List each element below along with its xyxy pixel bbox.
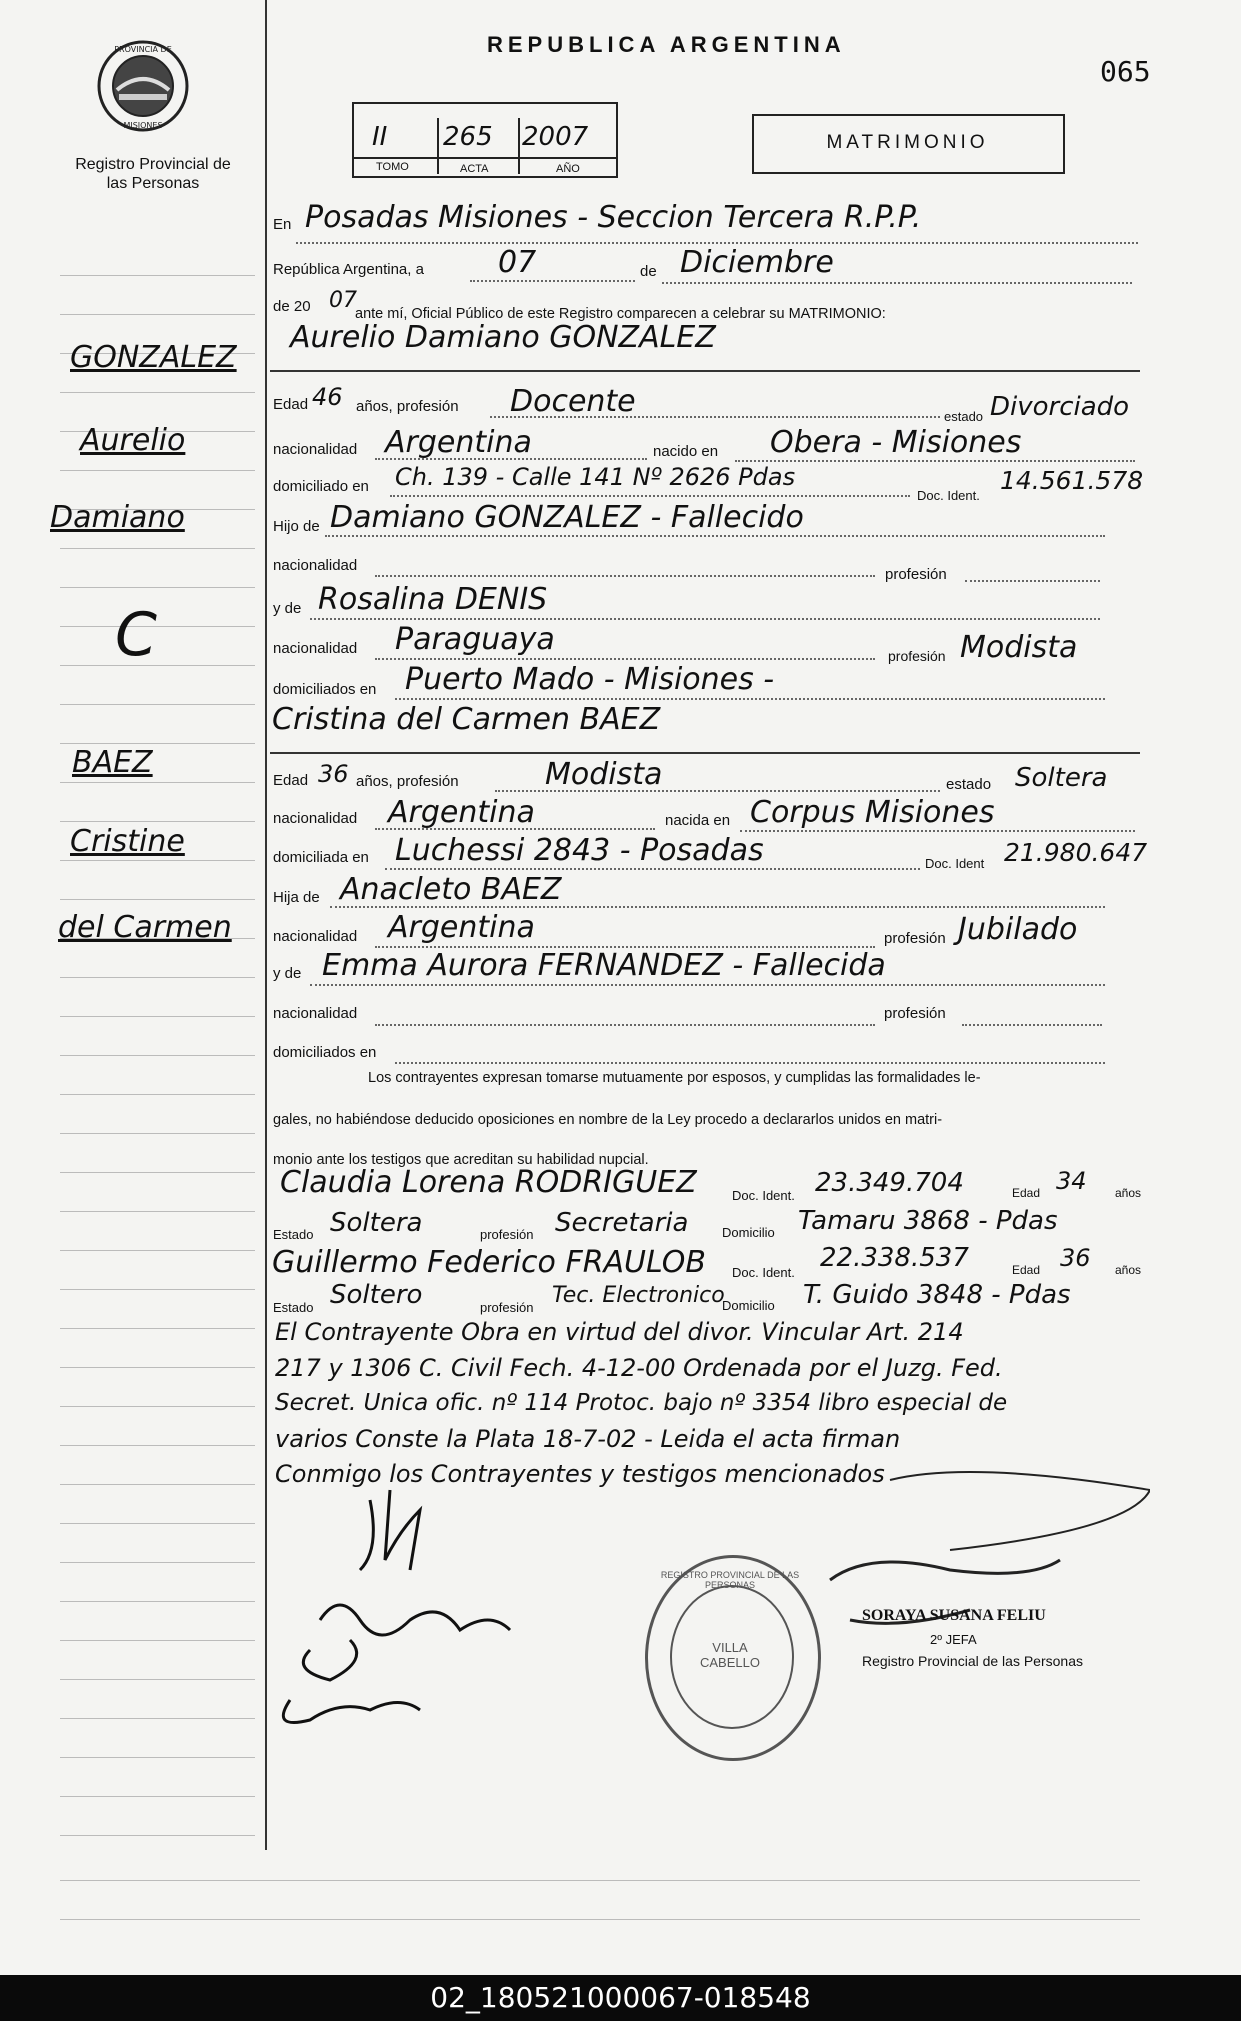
witness2-prof-label: profesión xyxy=(480,1300,534,1315)
official-name: SORAYA SUSANA FELIU xyxy=(862,1607,1046,1624)
place: Posadas Misiones - Seccion Tercera R.P.P. xyxy=(305,200,922,235)
margin-rule xyxy=(60,665,255,666)
bride-domiciliados-label: domiciliados en xyxy=(273,1044,377,1061)
groom-father-nac-label: nacionalidad xyxy=(273,557,358,574)
bride-address: Luchessi 2843 - Posadas xyxy=(395,833,764,868)
margin-rule xyxy=(60,1718,255,1719)
comparecen-text: ante mí, Oficial Público de este Registro comparecen a celebrar su MATRIMONIO: xyxy=(355,306,886,322)
logo-top-text: PROVINCIA DE xyxy=(114,45,172,54)
witness2-profession: Tec. Electronico xyxy=(552,1283,725,1308)
witness1-estado-label: Estado xyxy=(273,1227,314,1242)
bride-father-nac-label: nacionalidad xyxy=(273,928,358,945)
groom-doc: 14.561.578 xyxy=(1000,466,1144,495)
margin-rule xyxy=(60,1757,255,1758)
bride-father-prof-label: profesión xyxy=(884,930,946,947)
bride-name: Cristina del Carmen BAEZ xyxy=(272,702,661,737)
bride-estado-label: estado xyxy=(946,776,992,793)
margin-rule xyxy=(60,1016,255,1017)
bride-nac-label: nacionalidad xyxy=(273,810,358,827)
registry-title: Registro Provincial de las Personas xyxy=(75,156,231,192)
bride-yde-label: y de xyxy=(273,965,302,982)
groom-anos-label: años, profesión xyxy=(356,398,459,415)
bride-birthplace: Corpus Misiones xyxy=(750,795,995,830)
witness2-anos-label: años xyxy=(1115,1263,1142,1277)
groom-mother-prof: Modista xyxy=(960,630,1078,665)
bride-father-prof: Jubilado xyxy=(958,912,1078,947)
margin-rule xyxy=(60,1484,255,1485)
seal-center-text: VILLA CABELLO xyxy=(700,1640,760,1670)
groom-father: Damiano GONZALEZ - Fallecido xyxy=(330,500,804,535)
margin-rule xyxy=(60,1328,255,1329)
bride-profession: Modista xyxy=(545,757,663,792)
margin-surname-2: BAEZ xyxy=(72,745,153,780)
statement-line-1: Los contrayentes expresan tomarse mutuamente por esposos, y cumplidas las formalidades le- xyxy=(368,1070,981,1086)
margin-rule xyxy=(60,392,255,393)
margin-rule xyxy=(60,1055,255,1056)
groom-yde-label: y de xyxy=(273,600,302,617)
margin-rule xyxy=(60,626,255,627)
margin-rule xyxy=(60,1250,255,1251)
margin-name-2b: del Carmen xyxy=(58,910,232,945)
bride-mother: Emma Aurora FERNANDEZ - Fallecida xyxy=(322,948,886,983)
witness2-doc: 22.338.537 xyxy=(820,1243,969,1273)
margin-rule xyxy=(60,1679,255,1680)
margin-rule xyxy=(60,1562,255,1563)
margin-rule xyxy=(60,314,255,315)
witness1-doc: 23.349.704 xyxy=(815,1168,964,1198)
bride-age: 36 xyxy=(318,760,349,788)
margin-rule xyxy=(60,1445,255,1446)
tomo-value: II xyxy=(372,122,388,152)
groom-profession: Docente xyxy=(510,384,636,419)
witness1-age: 34 xyxy=(1056,1167,1087,1195)
groom-age: 46 xyxy=(312,383,343,411)
groom-birthplace: Obera - Misiones xyxy=(770,425,1022,460)
groom-nac-label: nacionalidad xyxy=(273,441,358,458)
day: 07 xyxy=(498,245,537,280)
margin-rule xyxy=(60,782,255,783)
margin-rule xyxy=(60,1172,255,1173)
margin-rule xyxy=(60,548,255,549)
witness1-prof-label: profesión xyxy=(480,1227,534,1242)
margin-rule xyxy=(60,1835,255,1836)
margin-rule xyxy=(60,1367,255,1368)
witness1-estado: Soltera xyxy=(330,1208,423,1238)
witness2-doc-label: Doc. Ident. xyxy=(732,1265,795,1280)
margin-rule xyxy=(60,821,255,822)
note-line-1: El Contrayente Obra en virtud del divor. Vincular Art. 214 xyxy=(275,1318,964,1346)
witness1-profession: Secretaria xyxy=(555,1208,689,1238)
witness2-estado-label: Estado xyxy=(273,1300,314,1315)
anio-label: AÑO xyxy=(556,163,580,175)
margin-rule xyxy=(60,1796,255,1797)
note-line-5: Conmigo los Contrayentes y testigos mencionados xyxy=(275,1460,885,1488)
statement-line-3: monio ante los testigos que acreditan su habilidad nupcial. xyxy=(273,1152,649,1168)
groom-parents-address: Puerto Mado - Misiones - xyxy=(405,662,775,697)
margin-rule xyxy=(60,1523,255,1524)
witness1-name: Claudia Lorena RODRIGUEZ xyxy=(280,1165,697,1200)
witness2-edad-label: Edad xyxy=(1012,1263,1041,1277)
footer-code: 02_180521000067-018548 xyxy=(0,1975,1241,2021)
margin-rule xyxy=(60,1211,255,1212)
margin-rule xyxy=(60,704,255,705)
margin-rule xyxy=(60,743,255,744)
margin-rule xyxy=(60,1094,255,1095)
witness1-edad-label: Edad xyxy=(1012,1186,1041,1200)
margin-rule xyxy=(60,899,255,900)
page-rule xyxy=(60,1880,1140,1881)
margin-rule xyxy=(60,275,255,276)
groom-domiciliados-label: domiciliados en xyxy=(273,681,377,698)
witness2-estado: Soltero xyxy=(330,1280,423,1310)
witness2-address: T. Guido 3848 - Pdas xyxy=(803,1280,1071,1310)
margin-rule xyxy=(60,1640,255,1641)
de-label: de xyxy=(640,263,657,280)
witness2-age: 36 xyxy=(1060,1244,1091,1272)
margin-rule xyxy=(60,1133,255,1134)
groom-name: Aurelio Damiano GONZALEZ xyxy=(290,320,716,355)
acta-label: ACTA xyxy=(460,163,489,175)
margin-rule xyxy=(60,1601,255,1602)
official-title: 2º JEFA xyxy=(930,1632,977,1647)
bride-nationality: Argentina xyxy=(388,795,535,830)
en-label: En xyxy=(273,216,292,233)
document-type: MATRIMONIO xyxy=(826,132,989,153)
logo-bottom-text: MISIONES xyxy=(123,121,163,130)
statement-line-2: gales, no habiéndose deducido oposiciones en nombre de la Ley procedo a declararlos unidos en matri- xyxy=(273,1112,943,1128)
margin-rule xyxy=(60,470,255,471)
month: Diciembre xyxy=(680,245,834,280)
bride-edad-label: Edad xyxy=(273,772,309,789)
tomo-label: TOMO xyxy=(376,161,409,173)
bride-mother-nac-label: nacionalidad xyxy=(273,1005,358,1022)
seal-top-text: REGISTRO PROVINCIAL DE LAS PERSONAS xyxy=(660,1570,800,1590)
republica-label: República Argentina, a xyxy=(273,261,424,278)
country-title: REPUBLICA ARGENTINA xyxy=(487,32,846,57)
note-line-4: varios Conste la Plata 18-7-02 - Leida el acta firman xyxy=(275,1425,901,1453)
margin-name-1b: Damiano xyxy=(50,500,185,535)
margin-rule xyxy=(60,860,255,861)
note-line-2: 217 y 1306 C. Civil Fech. 4-12-00 Ordenada por el Juzg. Fed. xyxy=(275,1354,1003,1382)
bride-estado: Soltera xyxy=(1015,763,1108,793)
bride-anos-label: años, profesión xyxy=(356,773,459,790)
groom-mother-nac-label: nacionalidad xyxy=(273,640,358,657)
bride-hija-label: Hija de xyxy=(273,889,320,906)
groom-nationality: Argentina xyxy=(385,425,532,460)
anio-value: 2007 xyxy=(522,122,589,152)
groom-dom-label: domiciliado en xyxy=(273,478,369,495)
groom-mother-nat: Paraguaya xyxy=(395,622,555,657)
groom-father-prof-label: profesión xyxy=(885,566,947,583)
bride-nacida-label: nacida en xyxy=(665,812,731,829)
note-line-3: Secret. Unica ofic. nº 114 Protoc. bajo nº 3354 libro especial de xyxy=(275,1390,1008,1416)
bride-doc-label: Doc. Ident xyxy=(925,856,985,871)
year-prefix: de 20 xyxy=(273,298,311,315)
margin-rule xyxy=(60,1289,255,1290)
bride-dom-label: domiciliada en xyxy=(273,849,369,866)
groom-doc-label: Doc. Ident. xyxy=(917,488,980,503)
margin-rule xyxy=(60,1406,255,1407)
witness1-dom-label: Domicilio xyxy=(722,1225,775,1240)
groom-nacido-label: nacido en xyxy=(653,443,719,460)
bride-father: Anacleto BAEZ xyxy=(340,872,562,907)
groom-hijo-label: Hijo de xyxy=(273,518,320,535)
margin-name-1a: Aurelio xyxy=(80,423,186,458)
witness1-anos-label: años xyxy=(1115,1186,1142,1200)
page-number: 065 xyxy=(1100,55,1151,88)
groom-edad-label: Edad xyxy=(273,396,309,413)
groom-estado: Divorciado xyxy=(990,392,1130,422)
province-logo xyxy=(95,38,191,134)
groom-address: Ch. 139 - Calle 141 Nº 2626 Pdas xyxy=(395,463,796,491)
bride-doc: 21.980.647 xyxy=(1004,838,1148,867)
witness2-dom-label: Domicilio xyxy=(722,1298,775,1313)
bride-mother-prof-label: profesión xyxy=(884,1005,946,1022)
official-office: Registro Provincial de las Personas xyxy=(862,1653,1083,1669)
page-rule xyxy=(60,1919,1140,1920)
witness1-doc-label: Doc. Ident. xyxy=(732,1188,795,1203)
margin-conjunction: C xyxy=(115,600,157,670)
margin-surname-1: GONZALEZ xyxy=(70,340,237,375)
margin-rule xyxy=(60,587,255,588)
groom-mother: Rosalina DENIS xyxy=(318,582,548,617)
groom-mother-prof-label: profesión xyxy=(888,648,946,664)
margin-name-2a: Cristine xyxy=(70,824,185,859)
bride-father-nat: Argentina xyxy=(388,910,535,945)
acta-value: 265 xyxy=(443,122,493,152)
margin-rule xyxy=(60,977,255,978)
groom-estado-label: estado xyxy=(944,409,984,424)
witness2-name: Guillermo Federico FRAULOB xyxy=(272,1245,707,1280)
year-suffix: 07 xyxy=(329,288,357,313)
witness1-address: Tamaru 3868 - Pdas xyxy=(798,1206,1058,1236)
